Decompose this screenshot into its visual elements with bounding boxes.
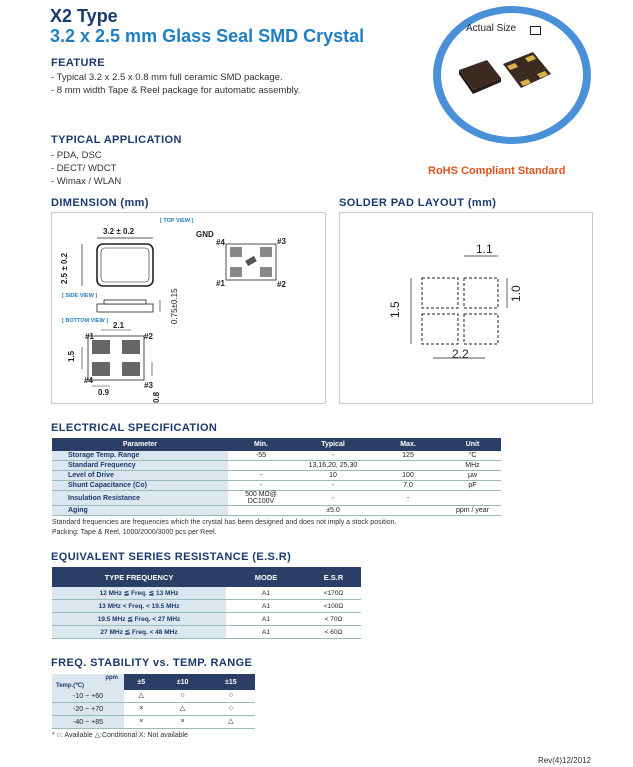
pin-label: #2 — [277, 280, 286, 289]
bottom-view-label: [ BOTTOM VIEW ] — [62, 318, 109, 324]
pin-label: #4 — [216, 238, 225, 247]
actual-size-label: Actual Size — [466, 23, 517, 34]
esr-heading: EQUIVALENT SERIES RESISTANCE (E.S.R) — [51, 551, 292, 563]
rohs-label: RoHS Compliant Standard — [428, 165, 566, 177]
stability-legend: * ○: Available △:Conditional X: Not available — [52, 732, 188, 739]
crystal-photo-icon — [455, 38, 575, 108]
pin-label: #1 — [85, 332, 94, 341]
table-row: Aging ±5.0 ppm / year — [52, 506, 501, 516]
table-row: 13 MHz < Freq. < 19.5 MHz A1 <100Ω — [52, 600, 361, 613]
feature-item: - 8 mm width Tape & Reel package for automatic assembly. — [51, 85, 301, 96]
page-title-product: 3.2 x 2.5 mm Glass Seal SMD Crystal — [50, 26, 365, 46]
col-header: Max. — [372, 438, 444, 451]
pin-label: #4 — [84, 376, 93, 385]
col-header: Typical — [294, 438, 372, 451]
gnd-label: GND — [196, 230, 214, 239]
height-dimension-label: 2.5 ± 0.2 — [60, 252, 69, 284]
solder-dim-left: 1.5 — [388, 301, 402, 318]
table-row: -40 ~ +85 × × △ — [52, 716, 255, 729]
pin-label: #2 — [144, 332, 153, 341]
application-item: - PDA, DSC — [51, 150, 102, 161]
application-heading: TYPICAL APPLICATION — [51, 134, 182, 146]
table-row: 27 MHz ≦ Freq. < 48 MHz A1 < 60Ω — [52, 626, 361, 639]
col-header: Min. — [228, 438, 294, 451]
table-row: Insulation Resistance 500 MΩ@ DC100V - - — [52, 491, 501, 506]
col-header: MODE — [226, 567, 306, 587]
corner-header: ppm Temp.(℃) — [52, 674, 124, 690]
note-line: Standard frequencies are frequencies which the crystal has been designed and does not imply a stock position. — [52, 519, 397, 526]
table-row: -20 ~ +70 × △ ○ — [52, 703, 255, 716]
solder-heading: SOLDER PAD LAYOUT (mm) — [339, 197, 497, 209]
dimension-svg — [60, 232, 320, 397]
col-header: E.S.R — [306, 567, 361, 587]
application-list — [51, 149, 121, 188]
solder-dim-top: 1.1 — [476, 242, 493, 256]
table-row: Standard Frequency 13,16,20, 25,30 MHz — [52, 461, 501, 471]
revision-label: Rev(4)12/2012 — [538, 756, 591, 765]
col-header: TYPE FREQUENCY — [52, 567, 226, 587]
solder-dim-right: 1.0 — [509, 285, 523, 302]
table-row: Shunt Capacitance (Co) - - 7.0 pF — [52, 481, 501, 491]
pin-label: #1 — [216, 279, 225, 288]
stability-heading: FREQ. STABILITY vs. TEMP. RANGE — [51, 657, 253, 669]
electrical-table — [52, 438, 501, 516]
col-header: ±5 — [124, 674, 158, 690]
actual-size-box-icon — [530, 26, 541, 35]
pad-height-label: 1.5 — [67, 350, 76, 362]
application-item: - Wimax / WLAN — [51, 176, 122, 187]
note-line: Packing: Tape & Reel, 1000/2000/3000 pcs per Reel. — [52, 529, 217, 536]
table-row: Level of Drive - 10 100 μw — [52, 471, 501, 481]
table-row: Storage Temp. Range -55 - 125 °C — [52, 451, 501, 461]
stability-table — [52, 674, 255, 729]
pin-label: #3 — [144, 381, 153, 390]
col-header: Parameter — [52, 438, 228, 451]
electrical-notes — [52, 518, 396, 538]
feature-list — [51, 71, 300, 97]
solder-dim-bottom: 2.2 — [452, 347, 469, 361]
col-header: ±10 — [158, 674, 206, 690]
electrical-heading: ELECTRICAL SPECIFICATION — [51, 422, 218, 434]
feature-heading: FEATURE — [51, 57, 105, 69]
table-row: 19.5 MHz ≦ Freq. < 27 MHz A1 < 70Ω — [52, 613, 361, 626]
pin-label: #3 — [277, 237, 286, 246]
application-item: - DECT/ WDCT — [51, 163, 117, 174]
thickness-dimension-label: 0.75±0.15 — [170, 288, 179, 324]
pad-pitch-label: 2.1 — [113, 321, 125, 330]
pad-width-label: 0.9 — [98, 388, 110, 397]
width-dimension-label: 3.2 ± 0.2 — [103, 227, 135, 236]
esr-table — [52, 567, 361, 639]
side-view-label: [ SIDE VIEW ] — [62, 293, 98, 299]
col-header: Unit — [444, 438, 501, 451]
col-header: ±15 — [207, 674, 255, 690]
dimension-heading: DIMENSION (mm) — [51, 197, 149, 209]
pad-h-label: 0.8 — [152, 391, 161, 403]
top-view-label: [ TOP VIEW ] — [160, 218, 194, 224]
feature-item: - Typical 3.2 x 2.5 x 0.8 mm full ceramic SMD package. — [51, 72, 283, 83]
table-row: 12 MHz ≦ Freq. ≦ 13 MHz A1 <170Ω — [52, 587, 361, 600]
page-title-type: X2 Type — [50, 6, 118, 26]
table-row: -10 ~ +60 △ ○ ○ — [52, 690, 255, 703]
